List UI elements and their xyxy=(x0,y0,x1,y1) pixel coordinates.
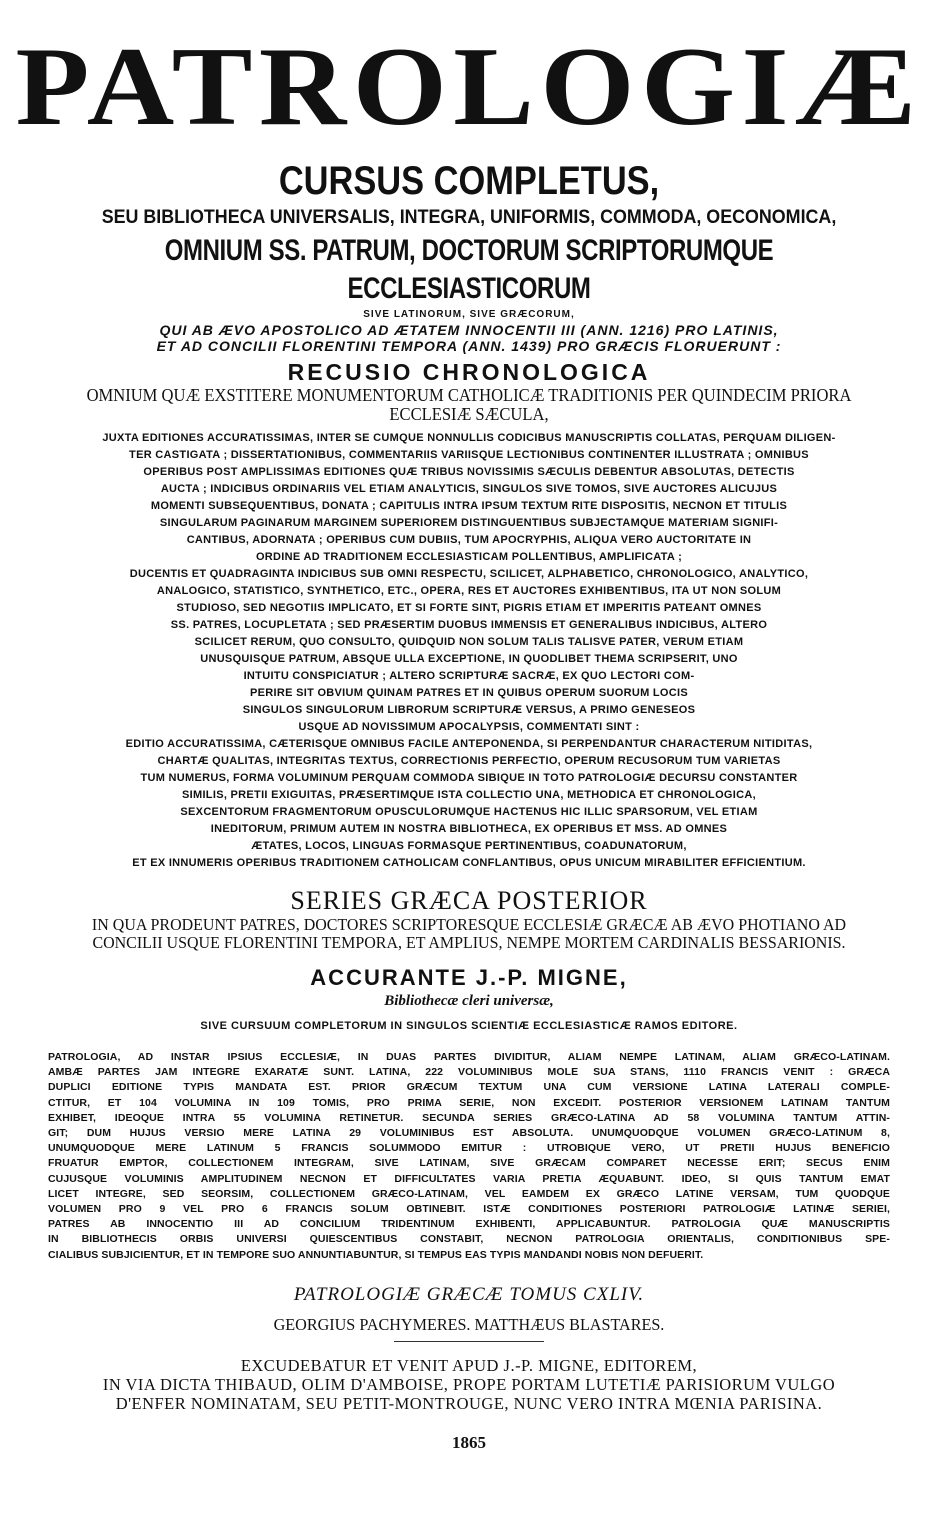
text-line: UNUSQUISQUE PATRUM, ABSQUE ULLA EXCEPTIONE, IN QUODLIBET THEMA SCRIPSERIT, UNO xyxy=(200,653,738,665)
sive-cursuum: SIVE CURSUUM COMPLETORUM IN SINGULOS SCIENTIÆ ECCLESIASTICÆ RAMOS EDITORE. xyxy=(200,1020,738,1032)
imprint-block xyxy=(61,1356,878,1413)
authors-line: GEORGIUS PACHYMERES. MATTHÆUS BLASTARES. xyxy=(273,1314,665,1334)
juxta-editiones-block xyxy=(48,430,890,566)
text-line: D'ENFER NOMINATAM, SEU PETIT-MONTROUGE, NUNC VERO INTRA MŒNIA PARISINA. xyxy=(115,1393,823,1413)
text-line: CANTIBUS, ADORNATA ; OPERIBUS CUM DUBIIS, TUM APOCRYPHIS, ALIQUA VERO AUCTORITATE IN xyxy=(186,534,752,546)
patrologia-paragraph xyxy=(48,1050,890,1263)
text-line: EXHIBET, IDEOQUE INTRA 55 VOLUMINA RETINETUR. SECUNDA SERIES GRÆCO-LATINA AD 58 VOLUMINA TANTUM ATTIN- xyxy=(48,1111,890,1124)
ducentis-indicibus-block xyxy=(48,566,890,736)
series-heading: SERIES GRÆCA POSTERIOR xyxy=(290,886,648,915)
text-line: OMNIUM QUÆ EXSTITERE MONUMENTORUM CATHOLICÆ TRADITIONIS PER QUINDECIM PRIORA xyxy=(86,385,852,405)
text-line: CHARTÆ QUALITAS, INTEGRITAS TEXTUS, CORRECTIONIS PERFECTIO, OPERUM RECUSORUM TUM VARIETAS xyxy=(157,755,781,767)
divider xyxy=(394,1341,544,1342)
qui-ab-aevo-block xyxy=(48,322,890,354)
text-line: CONCILII USQUE FLORENTINI TEMPORA, ET AMPLIUS, NEMPE MORTEM CARDINALIS BESSARIONIS. xyxy=(92,933,846,952)
text-line: VOLUMEN PRO 9 VEL PRO 6 FRANCIS SOLUM OBTINEBIT. ISTÆ CONDITIONES POSTERIORI PATROLOGIÆ LATINÆ SERIEI, xyxy=(48,1203,890,1216)
omnium-block xyxy=(82,386,857,424)
text-line: SS. PATRES, LOCUPLETATA ; SED PRÆSERTIM DUOBUS IMMENSIS ET GENERALIBUS INDICIBUS, ALTERO xyxy=(170,619,768,631)
text-line: SCILICET RERUM, QUO CONSULTO, QUIDQUID NON SOLUM TALIS TALISVE PATER, VERUM ETIAM xyxy=(194,636,744,648)
text-line: OPERIBUS POST AMPLISSIMAS EDITIONES QUÆ TRIBUS NOVISSIMIS SÆCULIS DEBENTUR ABSOLUTAS, DETECTIS xyxy=(143,466,795,478)
text-line: CUJUSQUE VOLUMINIS AMPLITUDINEM NECNON ET DIFFICULTATES VARIA PRETIA ÆQUABUNT. IDEO, SI QUIS TANTUM EMAT xyxy=(48,1172,890,1185)
text-line: AUCTA ; INDICIBUS ORDINARIIS VEL ETIAM ANALYTICIS, SINGULOS SIVE TOMOS, SIVE AUCTORES ALICUJUS xyxy=(160,483,778,495)
text-line: ECCLESIÆ SÆCULA, xyxy=(389,404,549,424)
text-line: ORDINE AD TRADITIONEM ECCLESIASTICAM POLLENTIBUS, AMPLIFICATA ; xyxy=(255,551,683,563)
text-line: FRUATUR EMPTOR, COLLECTIONEM INTEGRAM, SIVE LATINAM, SIVE GRÆCAM COMPARET NECESSE ERIT; SECUS ENIM xyxy=(48,1157,890,1170)
main-title: PATROLOGIÆ xyxy=(15,25,923,149)
text-line: PATRES AB INNOCENTIO III AD CONCILIUM TRIDENTINUM EXHIBENTI, APPLICABUNTUR. PATROLOGIA QUÆ MANUSCRIPTIS xyxy=(48,1218,890,1231)
text-line: INEDITORUM, PRIMUM AUTEM IN NOSTRA BIBLIOTHECA, EX OPERIBUS ET MSS. AD OMNES xyxy=(210,823,728,835)
text-line: ANALOGICO, STATISTICO, SYNTHETICO, ETC., OPERA, RES ET AUCTORES EXHIBENTIBUS, ITA UT NON SOLUM xyxy=(156,585,782,597)
subtitle-omnium: OMNIUM SS. PATRUM, DOCTORUM SCRIPTORUMQUE ECCLESIASTICORUM xyxy=(164,234,774,305)
text-line: TUM NUMERUS, FORMA VOLUMINUM PERQUAM COMMODA SIBIQUE IN TOTO PATROLOGIÆ DECURSU CONSTANTER xyxy=(140,772,798,784)
tomus-heading: PATROLOGIÆ GRÆCÆ TOMUS CXLIV. xyxy=(293,1283,645,1305)
in-qua-prodeunt-block xyxy=(73,916,864,952)
text-line: ÆTATES, LOCOS, LINGUAS FORMASQUE PERTINENTIBUS, COADUNATORUM, xyxy=(251,840,687,852)
text-line: SIMILIS, PRETII EXIGUITAS, PRÆSERTIMQUE ISTA COLLECTIO UNA, METHODICA ET CHRONOLOGICA, xyxy=(182,789,756,801)
text-line: IN QUA PRODEUNT PATRES, DOCTORES SCRIPTORESQUE ECCLESIÆ GRÆCÆ AB ÆVO PHOTIANO AD xyxy=(91,915,847,934)
text-line: PATROLOGIA, AD INSTAR IPSIUS ECCLESIÆ, IN DUAS PARTES DIVIDITUR, ALIAM NEMPE LATINAM, ALIAM GRÆCO-LATINAM. xyxy=(48,1051,890,1063)
text-line: SEXCENTORUM FRAGMENTORUM OPUSCULORUMQUE HACTENUS HIC ILLIC SPARSORUM, VEL ETIAM xyxy=(180,806,758,818)
subtitle-bibliotheca: SEU BIBLIOTHECA UNIVERSALIS, INTEGRA, UNIFORMIS, COMMODA, OECONOMICA, xyxy=(101,207,837,228)
text-line: STUDIOSO, SED NEGOTIIS IMPLICATO, ET SI FORTE SINT, PIGRIS ETIAM ET IMPERITIS PATEANT OMNES xyxy=(176,602,762,614)
text-line: IN VIA DICTA THIBAUD, OLIM D'AMBOISE, PROPE PORTAM LUTETIÆ PARISIORUM VULGO xyxy=(102,1374,836,1394)
text-line: ET AD CONCILII FLORENTINI TEMPORA (ANN. 1439) PRO GRÆCIS FLORUERUNT : xyxy=(156,338,782,354)
text-line: AMBÆ PARTES JAM INTEGRE EXARATÆ SUNT. LATINA, 222 VOLUMINIBUS MOLE SUA STANS, 1110 FRANCIS VENIT : GRÆCA xyxy=(48,1066,890,1079)
text-line: SINGULARUM PAGINARUM MARGINEM SUPERIOREM DISTINGUENTIBUS SUBJECTAMQUE MATERIAM SIGNIFI- xyxy=(159,517,779,529)
text-line: TER CASTIGATA ; DISSERTATIONIBUS, COMMENTARIIS VARIISQUE LECTIONIBUS CONTINENTER ILLUSTRATA ; OMNIBUS xyxy=(129,449,809,461)
text-line: SINGULOS SINGULORUM LIBRORUM SCRIPTURÆ VERSUS, A PRIMO GENESEOS xyxy=(242,704,696,716)
publication-year: 1865 xyxy=(452,1432,486,1452)
text-line: INTUITU CONSPICIATUR ; ALTERO SCRIPTURÆ SACRÆ, EX QUO LECTORI COM- xyxy=(243,670,695,682)
subtitle-cursus: CURSUS COMPLETUS, xyxy=(278,159,660,203)
text-line: DUPLICI EDITIONE TYPIS MANDATA EST. PRIOR GRÆCUM TEXTUM UNA CUM VERSIONE LATINA LATERALI COMPLE- xyxy=(48,1081,890,1094)
text-line: QUI AB ÆVO APOSTOLICO AD ÆTATEM INNOCENTII III (ANN. 1216) PRO LATINIS, xyxy=(159,322,779,338)
text-line: EXCUDEBATUR ET VENIT APUD J.-P. MIGNE, EDITOREM, xyxy=(240,1355,698,1375)
text-line: PERIRE SIT OBVIUM QUINAM PATRES ET IN QUIBUS OPERUM SUORUM LOCIS xyxy=(249,687,689,699)
editio-accuratissima-block xyxy=(48,736,890,872)
bibliothecae-cleri: Bibliothecæ cleri universæ, xyxy=(384,993,554,1009)
accurante-migne: ACCURANTE J.-P. MIGNE, xyxy=(310,965,628,990)
text-line: LICET INTEGRE, SED SEORSIM, COLLECTIONEM GRÆCO-LATINAM, VEL EAMDEM EX GRÆCO LATINE VERSAM, TUM QUODQUE xyxy=(48,1187,890,1200)
text-line: IN BIBLIOTHECIS ORBIS UNIVERSI QUIESCENTIBUS CONSTABIT, NECNON PATROLOGIA ORIENTALIS, CONDITIONIBUS SPE- xyxy=(48,1233,890,1246)
text-line: MOMENTI SUBSEQUENTIBUS, DONATA ; CAPITULIS INTRA IPSUM TEXTUM RITE DISPOSITIS, NECNON ET TITULIS xyxy=(150,500,788,512)
text-line: ET EX INNUMERIS OPERIBUS TRADITIONEM CATHOLICAM CONFLANTIBUS, OPUS UNICUM MIRABILITER EFFICIENTIUM. xyxy=(132,857,806,869)
text-line: EDITIO ACCURATISSIMA, CÆTERISQUE OMNIBUS FACILE ANTEPONENDA, SI PERPENDANTUR CHARACTERUM NITIDITAS, xyxy=(125,738,813,750)
text-line: USQUE AD NOVISSIMUM APOCALYPSIS, COMMENTATI SINT : xyxy=(298,721,640,733)
text-line: CTITUR, ET 104 VOLUMINA IN 109 TOMIS, PRO PRIMA SERIE, NON EXCEDIT. POSTERIOR VERSIONEM LATINAM TANTUM xyxy=(48,1096,890,1109)
text-line: CIALIBUS SUBJICIENTUR, ET IN TEMPORE SUO ANNUNTIABUNTUR, SI TEMPUS EAS TYPIS MANDANDI NOBIS NON DEFUERIT. xyxy=(48,1248,704,1261)
text-line: DUCENTIS ET QUADRAGINTA INDICIBUS SUB OMNI RESPECTU, SCILICET, ALPHABETICO, CHRONOLOGICO, ANALYTICO, xyxy=(129,568,809,580)
text-line: JUXTA EDITIONES ACCURATISSIMAS, INTER SE CUMQUE NONNULLIS CODICIBUS MANUSCRIPTIS COLLATAS, PERQUAM DILIGEN- xyxy=(102,432,836,444)
recusio-heading: RECUSIO CHRONOLOGICA xyxy=(287,359,651,385)
subtitle-sive: SIVE LATINORUM, SIVE GRÆCORUM, xyxy=(363,309,575,320)
text-line: GIT; DUM HUJUS VERSIO MERE LATINA 29 VOLUMINIBUS EST ABSOLUTA. UNUMQUODQUE VOLUMEN GRÆCO-LATINUM 8, xyxy=(48,1127,890,1140)
text-line: UNUMQUODQUE MERE LATINUM 5 FRANCIS SOLUMMODO EMITUR : UTROBIQUE VERO, UT PRETII HUJUS BENEFICIO xyxy=(48,1142,890,1155)
